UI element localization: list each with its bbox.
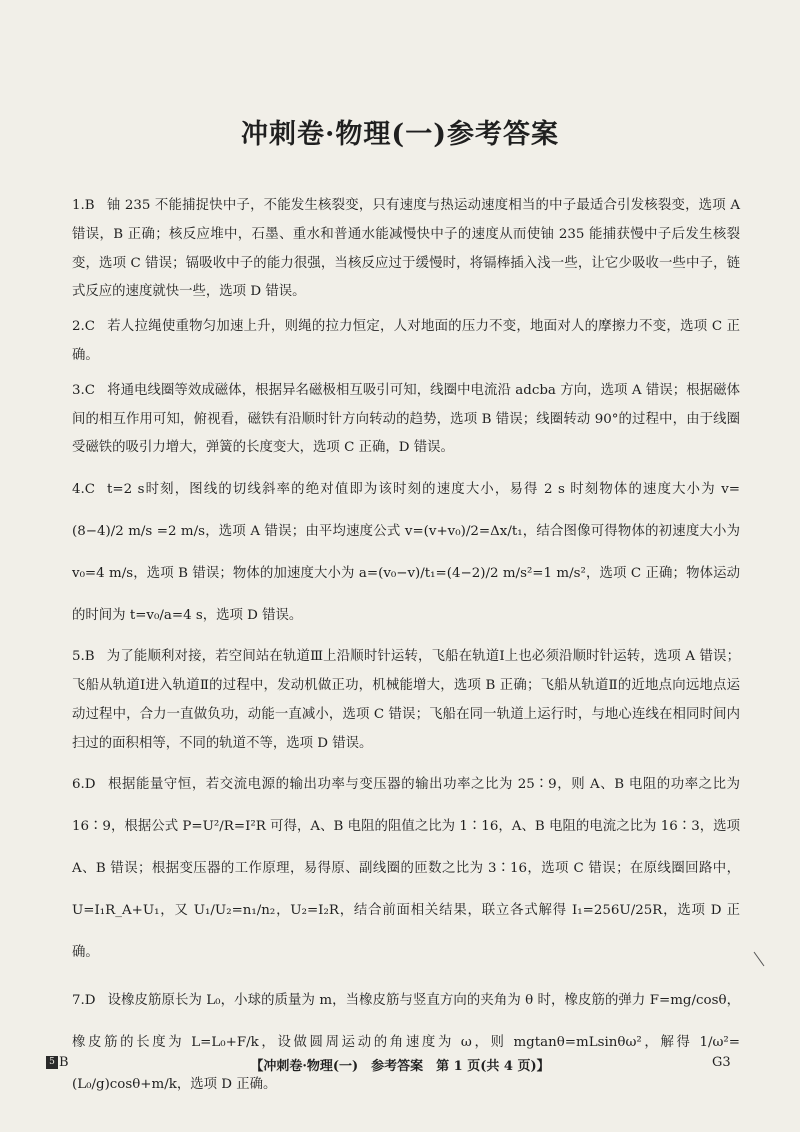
answer-item-3 <box>72 377 740 463</box>
answer-item-2 <box>72 313 740 371</box>
series-badge-box: 5 <box>46 1056 58 1069</box>
answer-text: 为了能顺利对接，若空间站在轨道Ⅲ上沿顺时针运转，飞船在轨道Ⅰ上也必须沿顺时针运转，选项 A 错误；飞船从轨道Ⅰ进入轨道Ⅱ的过程中，发动机做正功，机械能增大，选项 B 正确；飞船从轨道Ⅱ的近地点向远地点运动过程中，合力一直做负功，动能一直减小，选项 C 错误；飞船在同一轨道上运行时，与地心连线在相同时间内扫过的面积相等，不同的轨道不等，选项 D 错误。 <box>72 649 740 751</box>
answer-number: 5.B <box>72 649 95 665</box>
page-footer <box>0 1052 800 1076</box>
answer-number: 4.C <box>72 482 96 498</box>
answer-number: 7.D <box>72 993 96 1009</box>
footer-page-info: 【冲刺卷·物理(一) 参考答案 第 1 页(共 4 页)】 <box>250 1059 550 1074</box>
footer-code: G3 <box>712 1055 731 1070</box>
series-badge-suffix: B <box>59 1055 69 1070</box>
answer-number: 2.C <box>72 319 96 335</box>
answer-number: 1.B <box>72 198 95 213</box>
answer-text: 设橡皮筋原长为 L₀，小球的质量为 m，当橡皮筋与竖直方向的夹角为 θ 时，橡皮筋的弹力 F=mg/cosθ，橡皮筋的长度为 L=L₀+F/k，设做圆周运动的角速度为 ω，则 mgtanθ=mLsinθω²，解得 1/ω²=(L₀/g)cosθ+m/k，选项 D 正确。 <box>72 993 740 1093</box>
answer-item-6 <box>72 764 740 974</box>
answer-text: 若人拉绳使重物匀加速上升，则绳的拉力恒定，人对地面的压力不变，地面对人的摩擦力不变，选项 C 正确。 <box>72 319 740 363</box>
answer-number: 6.D <box>72 777 96 793</box>
answer-text: 将通电线圈等效成磁体，根据异名磁极相互吸引可知，线圈中电流沿 adcba 方向，选项 A 错误；根据磁体间的相互作用可知，俯视看，磁铁有沿顺时针方向转动的趋势，选项 B 错误；线圈转动 90°的过程中，由于线圈受磁铁的吸引力增大，弹簧的长度变大，选项 C 正确，D 错误。 <box>72 382 740 456</box>
answer-text: 铀 235 不能捕捉快中子，不能发生核裂变，只有速度与热运动速度相当的中子最适合引发核裂变，选项 A 错误，B 正确；核反应堆中，石墨、重水和普通水能减慢快中子的速度从而使铀 235 能捕获慢中子后发生核裂变，选项 C 错误；镉吸收中子的能力很强，当核反应过于缓慢时，将镉棒插入浅一些，让它少吸收一些中子，链式反应的速度就快一些，选项 D 错误。 <box>72 198 740 300</box>
answer-list <box>72 192 740 1112</box>
answer-item-4 <box>72 469 740 637</box>
answer-text: t=2 s时刻，图线的切线斜率的绝对值即为该时刻的速度大小，易得 2 s 时刻物体的速度大小为 v=(8−4)/2 m/s =2 m/s，选项 A 错误；由平均速度公式 v=(v+v₀)/2=Δx/t₁，结合图像可得物体的初速度大小为 v₀=4 m/s，选项 B 错误；物体的加速度大小为 a=(v₀−v)/t₁=(4−2)/2 m/s²=1 m/s²，选项 C 正确；物体运动的时间为 t=v₀/a=4 s，选项 D 错误。 <box>72 482 740 624</box>
answer-text: 根据能量守恒，若交流电源的输出功率与变压器的输出功率之比为 25∶9，则 A、B 电阻的功率之比为 16∶9，根据公式 P=U²/R=I²R 可得，A、B 电阻的阻值之比为 1∶16，A、B 电阻的电流之比为 16∶3，选项 A、B 错误；根据变压器的工作原理，易得原、副线圈的匝数之比为 3∶16，选项 C 错误；在原线圈回路中，U=I₁R_A+U₁，又 U₁/U₂=n₁/n₂，U₂=I₂R，结合前面相关结果，联立各式解得 I₁=256U/25R，选项 D 正确。 <box>72 777 740 961</box>
pen-mark-decoration <box>752 950 766 968</box>
answer-item-7 <box>72 980 740 1106</box>
page-title: 冲刺卷·物理(一)参考答案 <box>241 119 559 150</box>
answer-item-1 <box>72 192 740 307</box>
answer-item-5 <box>72 643 740 758</box>
answer-number: 3.C <box>72 382 96 398</box>
